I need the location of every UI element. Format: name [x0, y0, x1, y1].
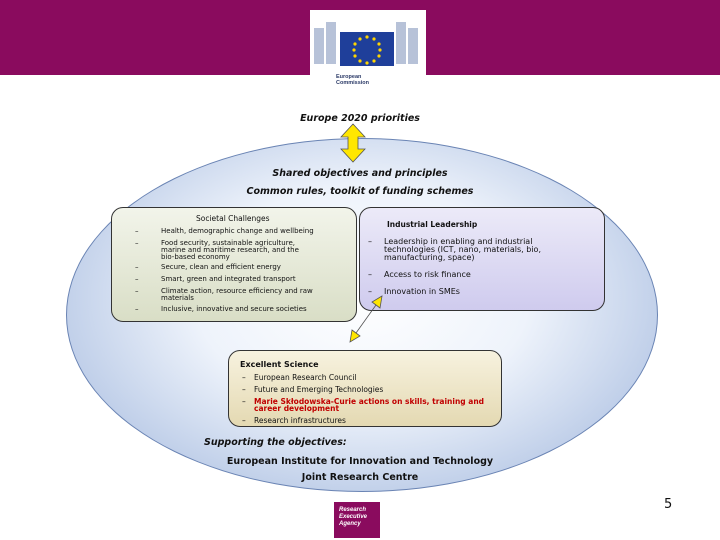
- list-item: – Research infrastructures: [242, 416, 346, 425]
- eit-label: European Institute for Innovation and Technology: [226, 456, 494, 467]
- list-item: – Health, demographic change and wellbeing: [135, 227, 314, 235]
- societal-challenges-title: Societal Challenges: [196, 214, 270, 223]
- rea-line2: Executive: [339, 514, 368, 520]
- diagonal-double-arrow-icon: [350, 296, 382, 342]
- list-item: – European Research Council: [242, 373, 357, 382]
- common-rules-label: Common rules, toolkit of funding schemes: [246, 186, 474, 197]
- list-item: – Innovation in SMEs: [368, 287, 460, 296]
- logo-text-line2: Commission: [336, 80, 370, 86]
- list-item-continued: marine and maritime research, and the: [161, 246, 299, 254]
- excellent-science-title: Excellent Science: [240, 360, 319, 369]
- list-item-highlighted: – Marie Skłodowska-Curie actions on skills, training and: [242, 397, 485, 406]
- list-item: – Climate action, resource efficiency and raw: [135, 287, 313, 295]
- list-item-continued: manufacturing, space): [384, 253, 475, 262]
- list-item: – Smart, green and integrated transport: [135, 275, 296, 283]
- list-item: – Secure, clean and efficient energy: [135, 263, 281, 271]
- research-executive-agency-logo: [334, 502, 380, 538]
- list-item: – Food security, sustainable agriculture,: [135, 239, 295, 247]
- list-item-continued: materials: [161, 294, 194, 302]
- rea-line1: Research: [339, 507, 367, 513]
- priorities-label: Europe 2020 priorities: [300, 113, 420, 124]
- page-number: 5: [664, 497, 673, 512]
- rea-line3: Agency: [339, 521, 361, 527]
- vertical-double-arrow-icon: [341, 124, 365, 162]
- shared-objectives-label: Shared objectives and principles: [272, 168, 448, 179]
- list-item: – Leadership in enabling and industrial: [368, 237, 533, 246]
- logo-text-line1: European: [336, 74, 362, 80]
- list-item-continued: career development: [254, 404, 340, 413]
- list-item: – Future and Emerging Technologies: [242, 385, 384, 394]
- list-item-continued: technologies (ICT, nano, materials, bio,: [384, 245, 541, 254]
- industrial-leadership-title: Industrial Leadership: [387, 220, 478, 229]
- list-item: – Access to risk finance: [368, 270, 471, 279]
- list-item: – Inclusive, innovative and secure societies: [135, 305, 307, 313]
- supporting-objectives-label: Supporting the objectives:: [204, 437, 347, 448]
- jrc-label: Joint Research Centre: [301, 472, 419, 483]
- list-item-continued: bio-based economy: [161, 253, 230, 261]
